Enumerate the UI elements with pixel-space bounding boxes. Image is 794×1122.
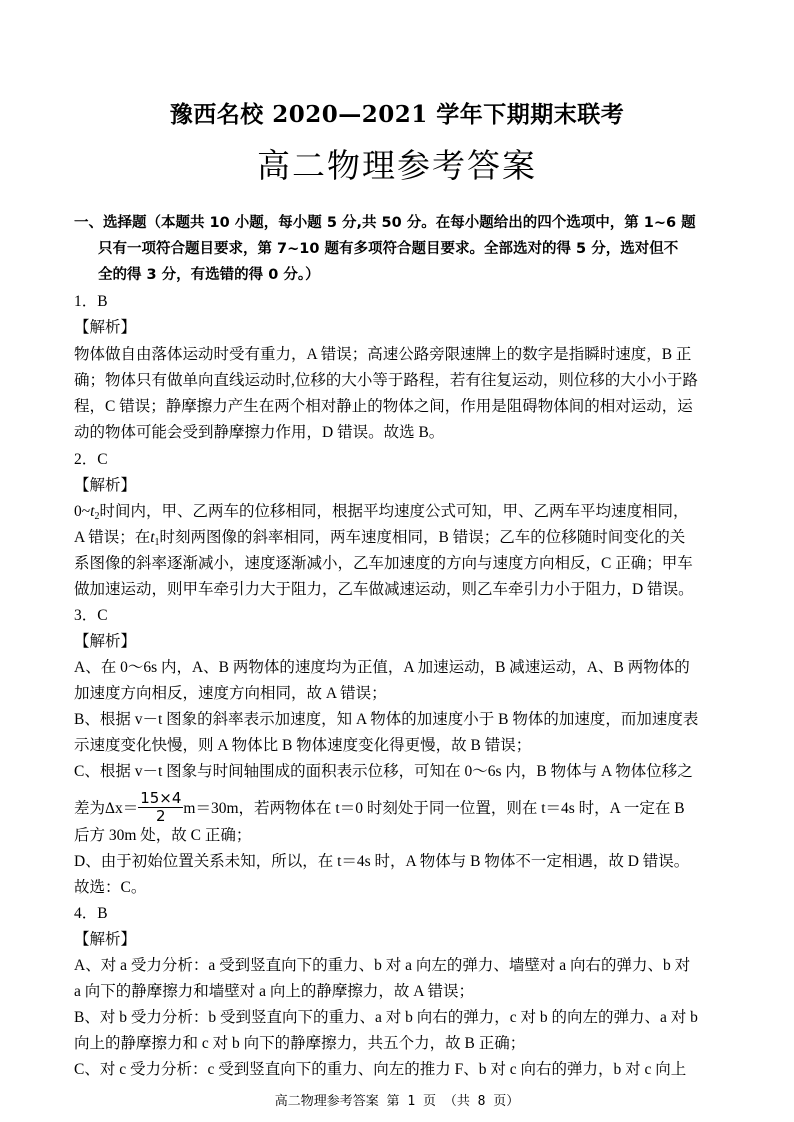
q3-line-4: 示速度变化快慢，则 A 物体比 B 物体速度变化得更慢，故 B 错误； <box>74 737 532 754</box>
section-instructions-line-1: 一、选择题（本题共 10 小题，每小题 5 分,共 50 分。在每小题给出的四个选项中，第 1~6 题 <box>74 215 696 231</box>
q3-line-2: 加速度方向相反，速度方向相同，故 A 错误； <box>74 685 387 702</box>
q1-jiexi-label: 【解析】 <box>74 319 137 336</box>
q3-line-8: D、由于初始位置关系未知，所以，在 t＝4s 时，A 物体与 B 物体不一定相遇，故 D 错误。 <box>74 853 690 870</box>
q3-jiexi-label: 【解析】 <box>74 633 137 650</box>
section-instructions-line-2: 只有一项符合题目要求，第 7~10 题有多项符合题目要求。全部选对的得 5 分，选对但不 <box>98 241 679 257</box>
q1-line-4: 动的物体可能会受到静摩擦力作用，D 错误。故选 B。 <box>74 424 445 441</box>
q4-line-3: B、对 b 受力分析：b 受到竖直向下的重力、a 对 b 向右的弹力，c 对 b 的向左的弹力、a 对 b <box>74 1009 698 1026</box>
q3-fraction-denominator: 2 <box>156 807 166 825</box>
q4-answer: 4．B <box>74 905 108 922</box>
q1-answer: 1．B <box>74 293 108 310</box>
q3-line-1: A、在 0～6s 内，A、B 两物体的速度均为正值，A 加速运动，B 减速运动，A、B 两物体的 <box>74 659 690 676</box>
q1-line-3: 程，C 错误；静摩擦力产生在两个相对静止的物体之间，作用是阻碍物体间的相对运动，运 <box>74 398 693 415</box>
q2-line-3: 系图像的斜率逐渐减小，速度逐渐减小，乙车加速度的方向与速度方向相反，C 正确；甲车 <box>74 555 693 572</box>
q3-line-7: 后方 30m 处，故 C 正确； <box>74 827 252 844</box>
q1-line-2: 确；物体只有做单向直线运动时,位移的大小等于路程，若有往复运动，则位移的大小小于路 <box>74 372 698 389</box>
q3-fraction-numerator: 15×4 <box>140 789 182 807</box>
q2-jiexi-label: 【解析】 <box>74 477 137 494</box>
q2-answer: 2．C <box>74 451 108 468</box>
section-instructions-line-3: 全的得 3 分，有选错的得 0 分。） <box>98 267 320 283</box>
q2-sub-2: 2 <box>94 511 100 522</box>
q2-line-1 <box>74 502 720 527</box>
q2-line-2-pre: A 错误；在 <box>74 529 151 546</box>
q4-jiexi-label: 【解析】 <box>74 931 137 948</box>
q3-fraction <box>138 790 183 825</box>
q3-line-5: C、根据 v－t 图象与时间轴围成的面积表示位移，可知在 0～6s 内，B 物体与 A 物体位移之 <box>74 763 693 780</box>
q3-answer: 3．C <box>74 607 108 624</box>
q2-line-2 <box>74 528 720 553</box>
page-title: 高二物理参考答案 <box>257 146 537 185</box>
q2-var-t: t <box>90 503 95 520</box>
q1-line-1: 物体做自由落体运动时受有重力，A 错误；高速公路旁限速牌上的数字是指瞬时速度，B 正 <box>74 346 692 363</box>
q4-line-2: a 向下的静摩擦力和墙壁对 a 向上的静摩擦力，故 A 错误； <box>74 983 474 1000</box>
q4-line-4: 向上的静摩擦力和 c 对 b 向下的静摩擦力，共五个力，故 B 正确； <box>74 1035 526 1052</box>
q2-line-2-post: 时刻两图像的斜率相同，两车速度相同，B 错误；乙车的位移随时间变化的关 <box>159 529 686 546</box>
exam-title: 豫西名校 2020—2021 学年下期期末联考 <box>169 101 625 128</box>
q2-line-1-pre: 0~ <box>74 503 91 520</box>
q4-line-5: C、对 c 受力分析：c 受到竖直向下的重力、向左的推力 F、b 对 c 向右的弹力，b 对 c 向上 <box>74 1061 687 1078</box>
q3-line-6-pre: 差为Δx＝ <box>74 800 139 818</box>
q2-line-1-post: 时间内，甲、乙两车的位移相同，根据平均速度公式可知，甲、乙两车平均速度相同， <box>99 503 689 520</box>
q3-line-6-post: m＝30m，若两物体在 t＝0 时刻处于同一位置，则在 t＝4s 时，A 一定在 B <box>183 800 685 818</box>
q2-sub-1: 1 <box>154 537 160 548</box>
q2-var-t1: t <box>150 529 155 546</box>
page-footer: 高二物理参考答案 第 1 页 （共 8 页） <box>274 1094 520 1109</box>
q2-line-4: 做加速运动，则甲车牵引力大于阻力，乙车做减速运动，则乙车牵引力小于阻力，D 错误。 <box>74 581 694 598</box>
q3-line-9: 故选：C。 <box>74 879 147 896</box>
q3-line-6 <box>74 789 720 827</box>
q4-line-1: A、对 a 受力分析：a 受到竖直向下的重力、b 对 a 向左的弹力、墙壁对 a 向右的弹力、b 对 <box>74 957 691 974</box>
q3-line-3: B、根据 v－t 图象的斜率表示加速度，知 A 物体的加速度小于 B 物体的加速度，而加速度表 <box>74 711 699 728</box>
